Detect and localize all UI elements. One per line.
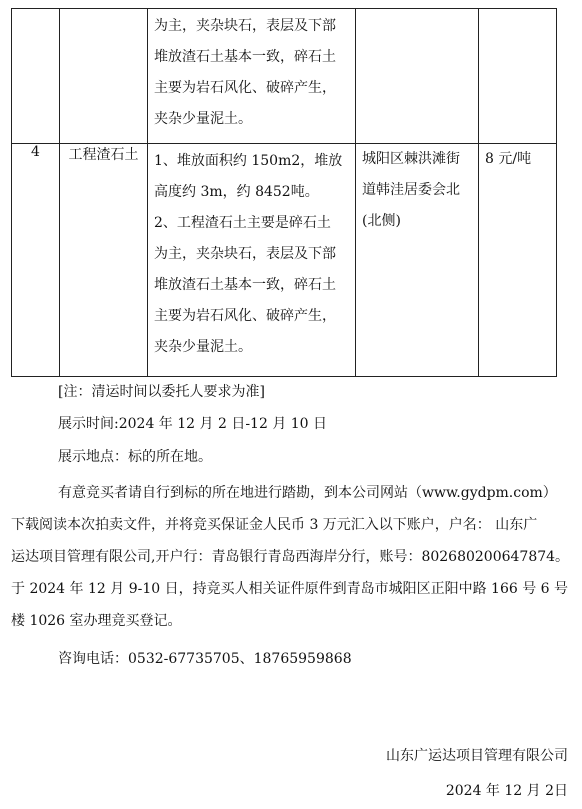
notice-line: 下载阅读本次拍卖文件，并将竞买保证金人民币 3 万元汇入以下账户，户名： 山东广	[11, 517, 538, 533]
signature-company: 山东广运达项目管理有限公司	[386, 748, 568, 764]
description-line: 堆放渣石土基本一致，碎石土	[154, 277, 336, 293]
clearance-note: [注：清运时间以委托人要求为准]	[58, 384, 265, 400]
location-line: (北侧)	[362, 213, 401, 229]
description-line: 为主，夹杂块石，表层及下部	[154, 18, 336, 34]
item-location-cell	[356, 9, 479, 144]
display-time: 展示时间:2024 年 12 月 2 日-12 月 10 日	[58, 416, 328, 432]
description-line: 主要为岩石风化、破碎产生，	[154, 80, 336, 96]
item-number-cell	[12, 144, 60, 377]
item-price-cell	[479, 9, 557, 144]
item-number: 4	[31, 144, 40, 160]
auction-items-table	[11, 8, 557, 377]
item-name: 工程渣石土	[68, 147, 139, 163]
notice-line: 运达项目管理有限公司,开户行：青岛银行青岛西海岸分行，账号：802680200647874。	[11, 549, 570, 565]
item-name-cell	[60, 9, 148, 144]
item-description-cell	[148, 144, 356, 377]
description-line: 堆放渣石土基本一致，碎石土	[154, 49, 336, 65]
item-price: 8 元/吨	[485, 151, 532, 167]
item-location-cell	[356, 144, 479, 377]
notice-paragraph	[11, 478, 573, 636]
item-name-cell	[60, 144, 148, 377]
display-place: 展示地点：标的所在地。	[58, 449, 212, 465]
notice-line: 楼 1026 室办理竞买登记。	[11, 613, 182, 629]
description-line: 主要为岩石风化、破碎产生，	[154, 308, 336, 324]
description-line: 2、工程渣石土主要是碎石土	[154, 215, 331, 231]
signature-date: 2024 年 12 月 2日	[445, 783, 568, 799]
table-row	[12, 144, 557, 377]
item-number-cell	[12, 9, 60, 144]
description-line: 夹杂少量泥土。	[154, 339, 252, 355]
description-line: 高度约 3m，约 8452吨。	[154, 184, 319, 200]
location-line: 城阳区棘洪滩街	[362, 151, 460, 167]
item-price-cell	[479, 144, 557, 377]
contact-phone: 咨询电话：0532-67735705、18765959868	[58, 651, 352, 667]
description-line: 夹杂少量泥土。	[154, 111, 252, 127]
notice-line: 于 2024 年 12 月 9-10 日，持竞买人相关证件原件到青岛市城阳区正阳中路 166 号 6 号	[11, 581, 569, 597]
location-line: 道韩洼居委会北	[362, 182, 460, 198]
table-row	[12, 9, 557, 144]
item-description-cell	[148, 9, 356, 144]
notice-line: 有意竞买者请自行到标的所在地进行踏勘，到本公司网站（www.gydpm.com）	[58, 485, 557, 501]
description-line: 1、堆放面积约 150m2，堆放	[154, 153, 343, 169]
description-line: 为主，夹杂块石，表层及下部	[154, 246, 336, 262]
